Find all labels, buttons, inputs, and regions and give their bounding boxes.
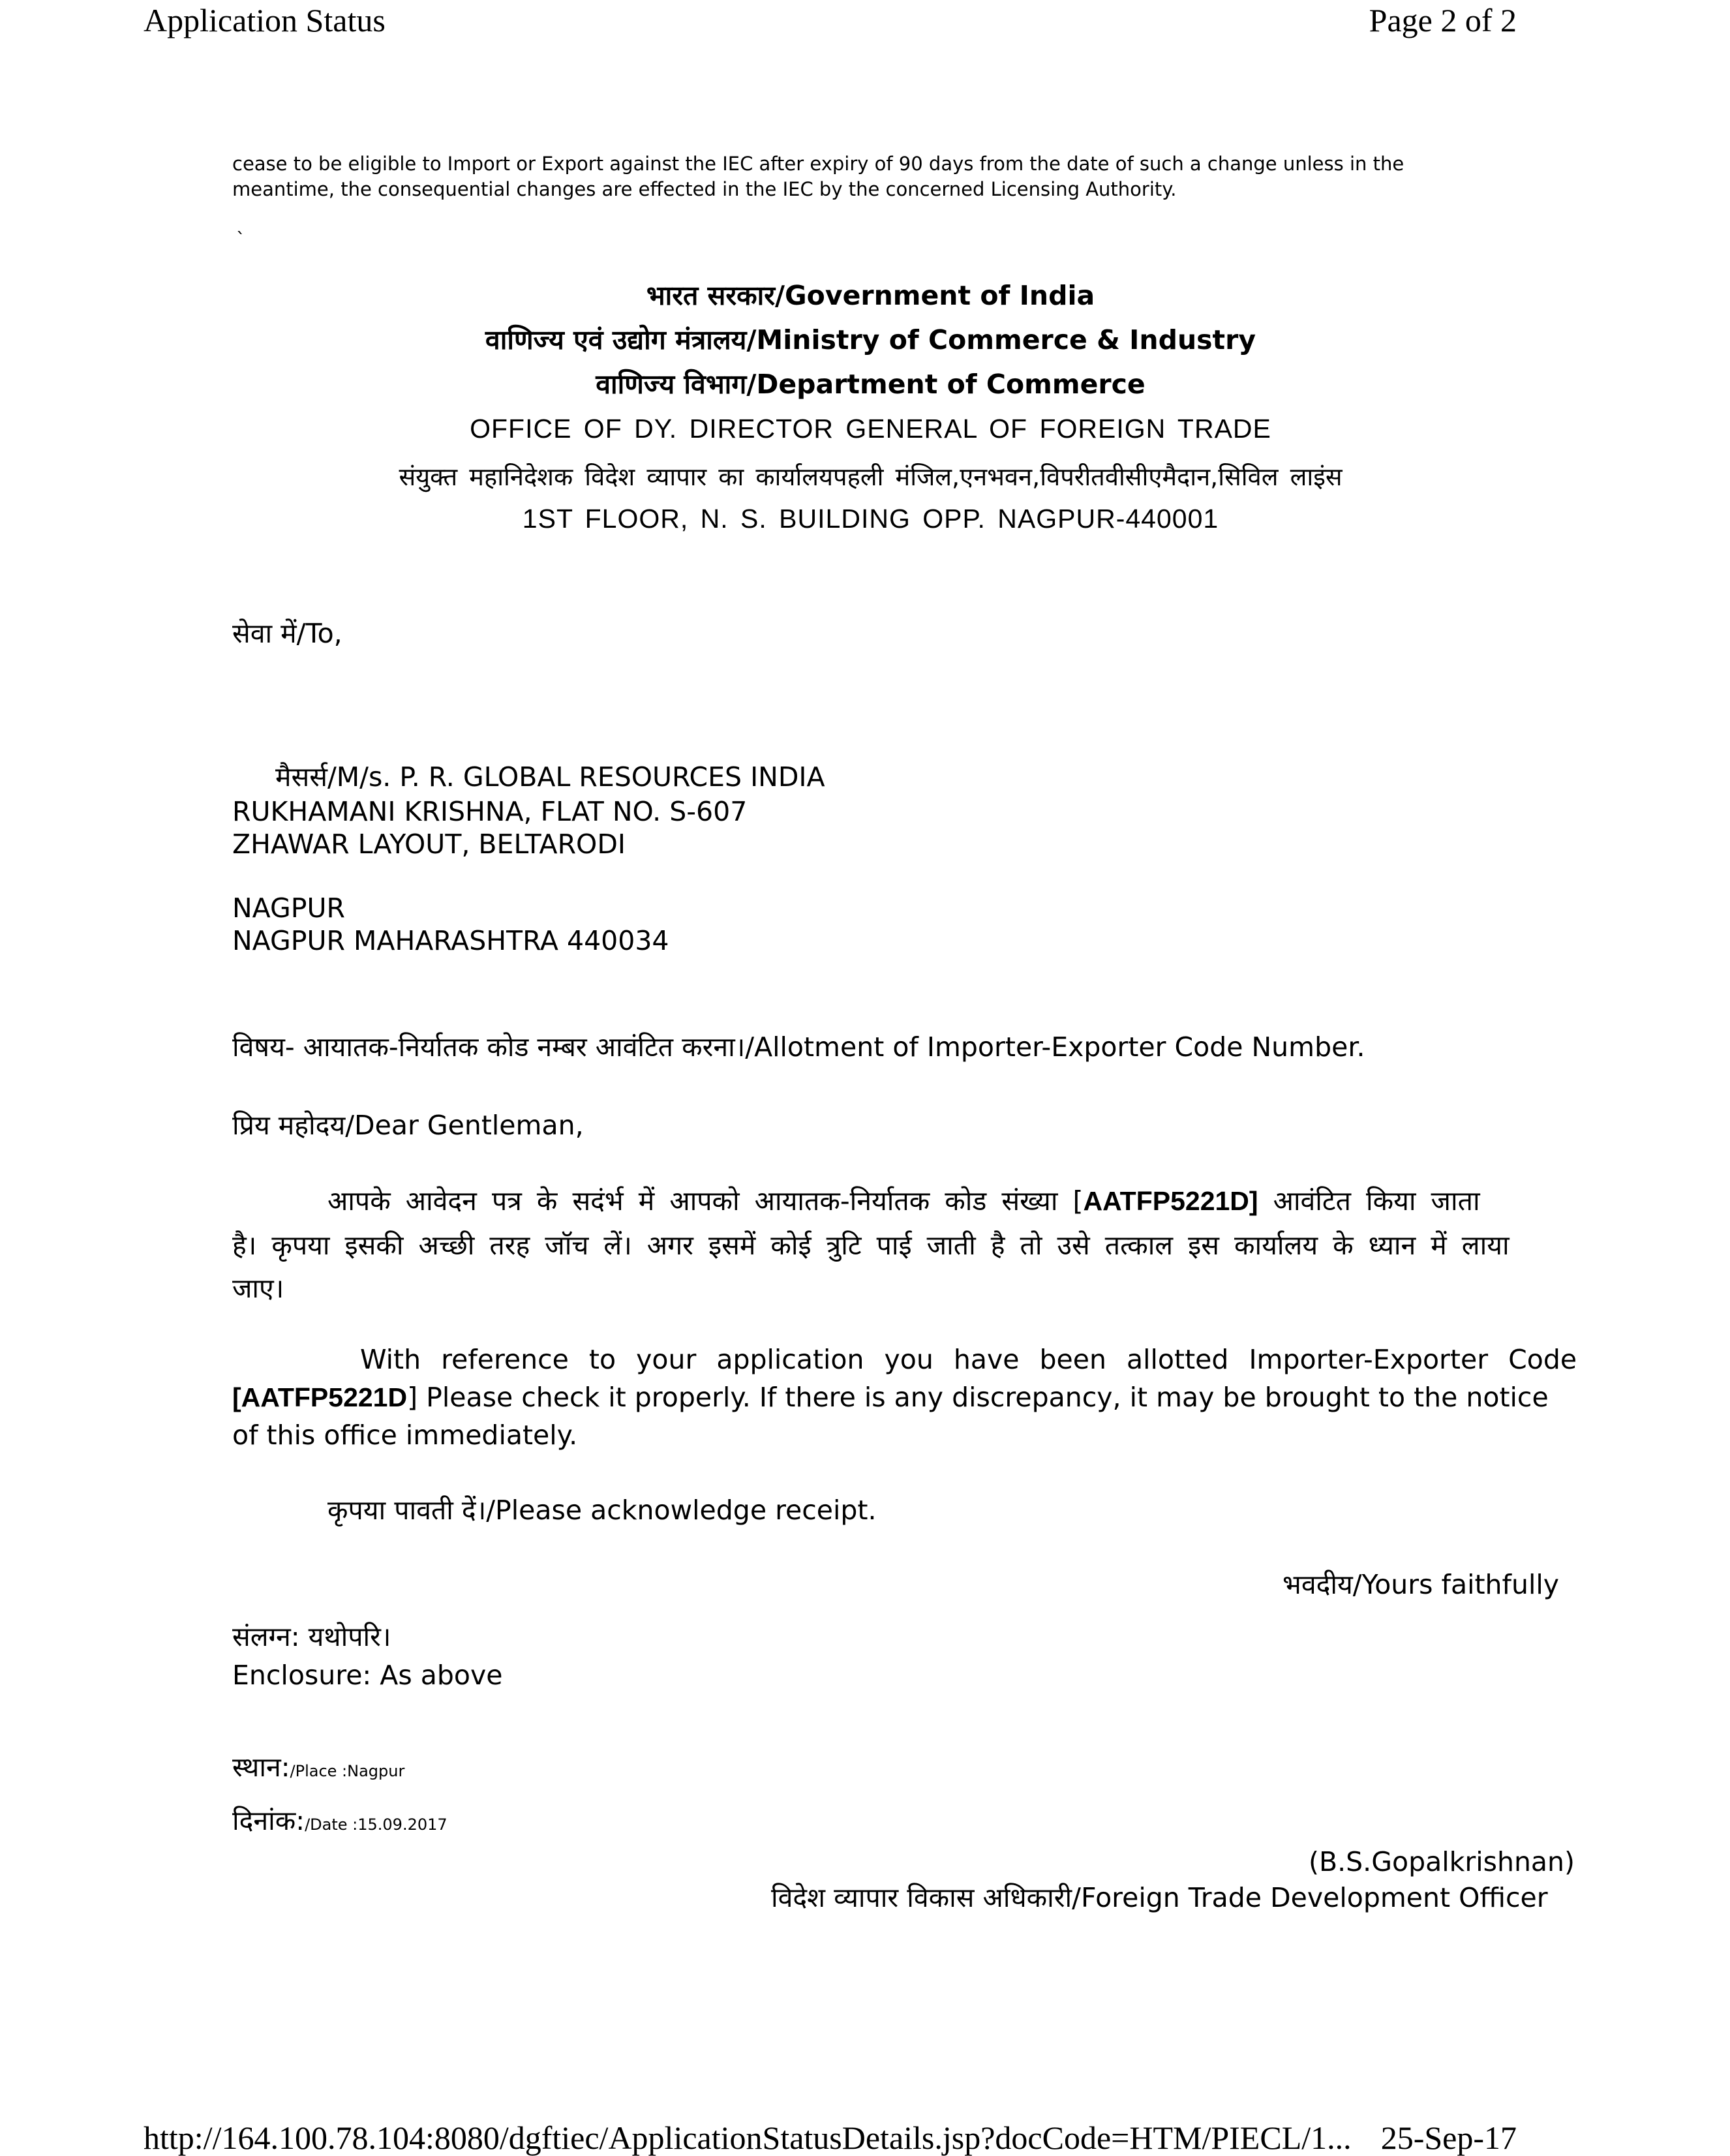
closing: भवदीय/Yours faithfully — [1282, 1569, 1559, 1600]
english-paragraph-line-1: With reference to your application you have been allotted Importer-Exporter Code — [360, 1344, 1577, 1375]
letterhead-office: OFFICE OF DY. DIRECTOR GENERAL OF FOREIGN TRADE — [470, 414, 1271, 444]
intro-paragraph: cease to be eligible to Import or Export against the IEC after expiry of 90 days from the date of such a change unless in the meantime, the consequential changes are effected in the IEC by the concerned Licensing Authority. — [232, 153, 1404, 200]
recipient-address-line-2: ZHAWAR LAYOUT, BELTARODI — [232, 828, 626, 860]
hindi-paragraph-line-2: है। कृपया इसकी अच्छी तरह जॉच लें। अगर इसमें कोई त्रुटि पाई जाती है तो उसे तत्काल इस कार्यालय के ध्यान में लाया — [232, 1230, 1510, 1261]
letterhead-address: 1ST FLOOR, N. S. BUILDING OPP. NAGPUR-440001 — [522, 504, 1219, 534]
recipient-city: NAGPUR — [232, 892, 345, 924]
enclosure-hindi: संलग्न: यथोपरि। — [232, 1621, 391, 1652]
recipient-to: सेवा में/To, — [232, 618, 342, 649]
letterhead-department: वाणिज्य विभाग/Department of Commerce — [596, 369, 1146, 400]
iec-code: AATFP5221D] — [1083, 1186, 1258, 1216]
hindi-paragraph-text: आपके आवेदन पत्र के सदंर्भ में आपको आयातक-निर्यातक कोड संख्या [ — [327, 1185, 1084, 1217]
date-line — [232, 1802, 448, 1838]
english-paragraph-line-3: of this office immediately. — [232, 1420, 578, 1451]
salutation: प्रिय महोदय/Dear Gentleman, — [232, 1110, 584, 1141]
signatory-designation: विदेश व्यापार विकास अधिकारी/Foreign Trade Development Officer — [771, 1882, 1548, 1913]
recipient-state: NAGPUR MAHARASHTRA 440034 — [232, 925, 669, 956]
date-value: /Date :15.09.2017 — [305, 1815, 448, 1834]
letterhead-address-hindi: संयुक्त महानिदेशक विदेश व्यापार का कार्यालयपहली मंजिल,एनभवन,विपरीतवीसीएमैदान,सिविल लाइंस — [399, 463, 1343, 491]
place-label: स्थान: — [232, 1752, 290, 1783]
iec-code-english: [AATFP5221D — [232, 1382, 408, 1412]
enclosure-english: Enclosure: As above — [232, 1660, 503, 1691]
english-paragraph-text: ] Please check it properly. If there is any discrepancy, it may be brought to the notice — [407, 1382, 1549, 1413]
signatory-name: (B.S.Gopalkrishnan) — [1309, 1846, 1575, 1877]
page-header-title: Application Status — [144, 2, 386, 38]
letterhead-ministry: वाणिज्य एवं उद्योग मंत्रालय/Ministry of Commerce & Industry — [485, 324, 1256, 356]
page-number: Page 2 of 2 — [1369, 2, 1517, 38]
letter-body — [232, 0, 1577, 2153]
letterhead-government: भारत सरकार/Government of India — [646, 280, 1095, 311]
footer-url: http://164.100.78.104:8080/dgftiec/ApplicationStatusDetails.jsp?docCode=HTM/PIECL/1... — [144, 2119, 1352, 2156]
date-label: दिनांक: — [232, 1805, 305, 1836]
place-line — [232, 1748, 404, 1785]
hindi-paragraph-line-3: जाए। — [232, 1273, 284, 1304]
acknowledge-receipt: कृपया पावती दें।/Please acknowledge receipt. — [327, 1495, 877, 1526]
stray-mark: ` — [236, 228, 245, 250]
hindi-paragraph-line-1 — [327, 1182, 1697, 1219]
recipient-address-line-1: RUKHAMANI KRISHNA, FLAT NO. S-607 — [232, 796, 748, 827]
footer-date: 25-Sep-17 — [1380, 2119, 1517, 2156]
recipient-name: मैसर्स/M/s. P. R. GLOBAL RESOURCES INDIA — [275, 761, 825, 793]
subject-line: विषय- आयातक-निर्यातक कोड नम्बर आवंटित करना।/Allotment of Importer-Exporter Code Number. — [232, 1031, 1365, 1063]
place-value: /Place :Nagpur — [290, 1762, 405, 1780]
english-paragraph-line-2 — [232, 1382, 1602, 1413]
hindi-paragraph-text-end: आवंटित किया जाता — [1258, 1185, 1480, 1217]
